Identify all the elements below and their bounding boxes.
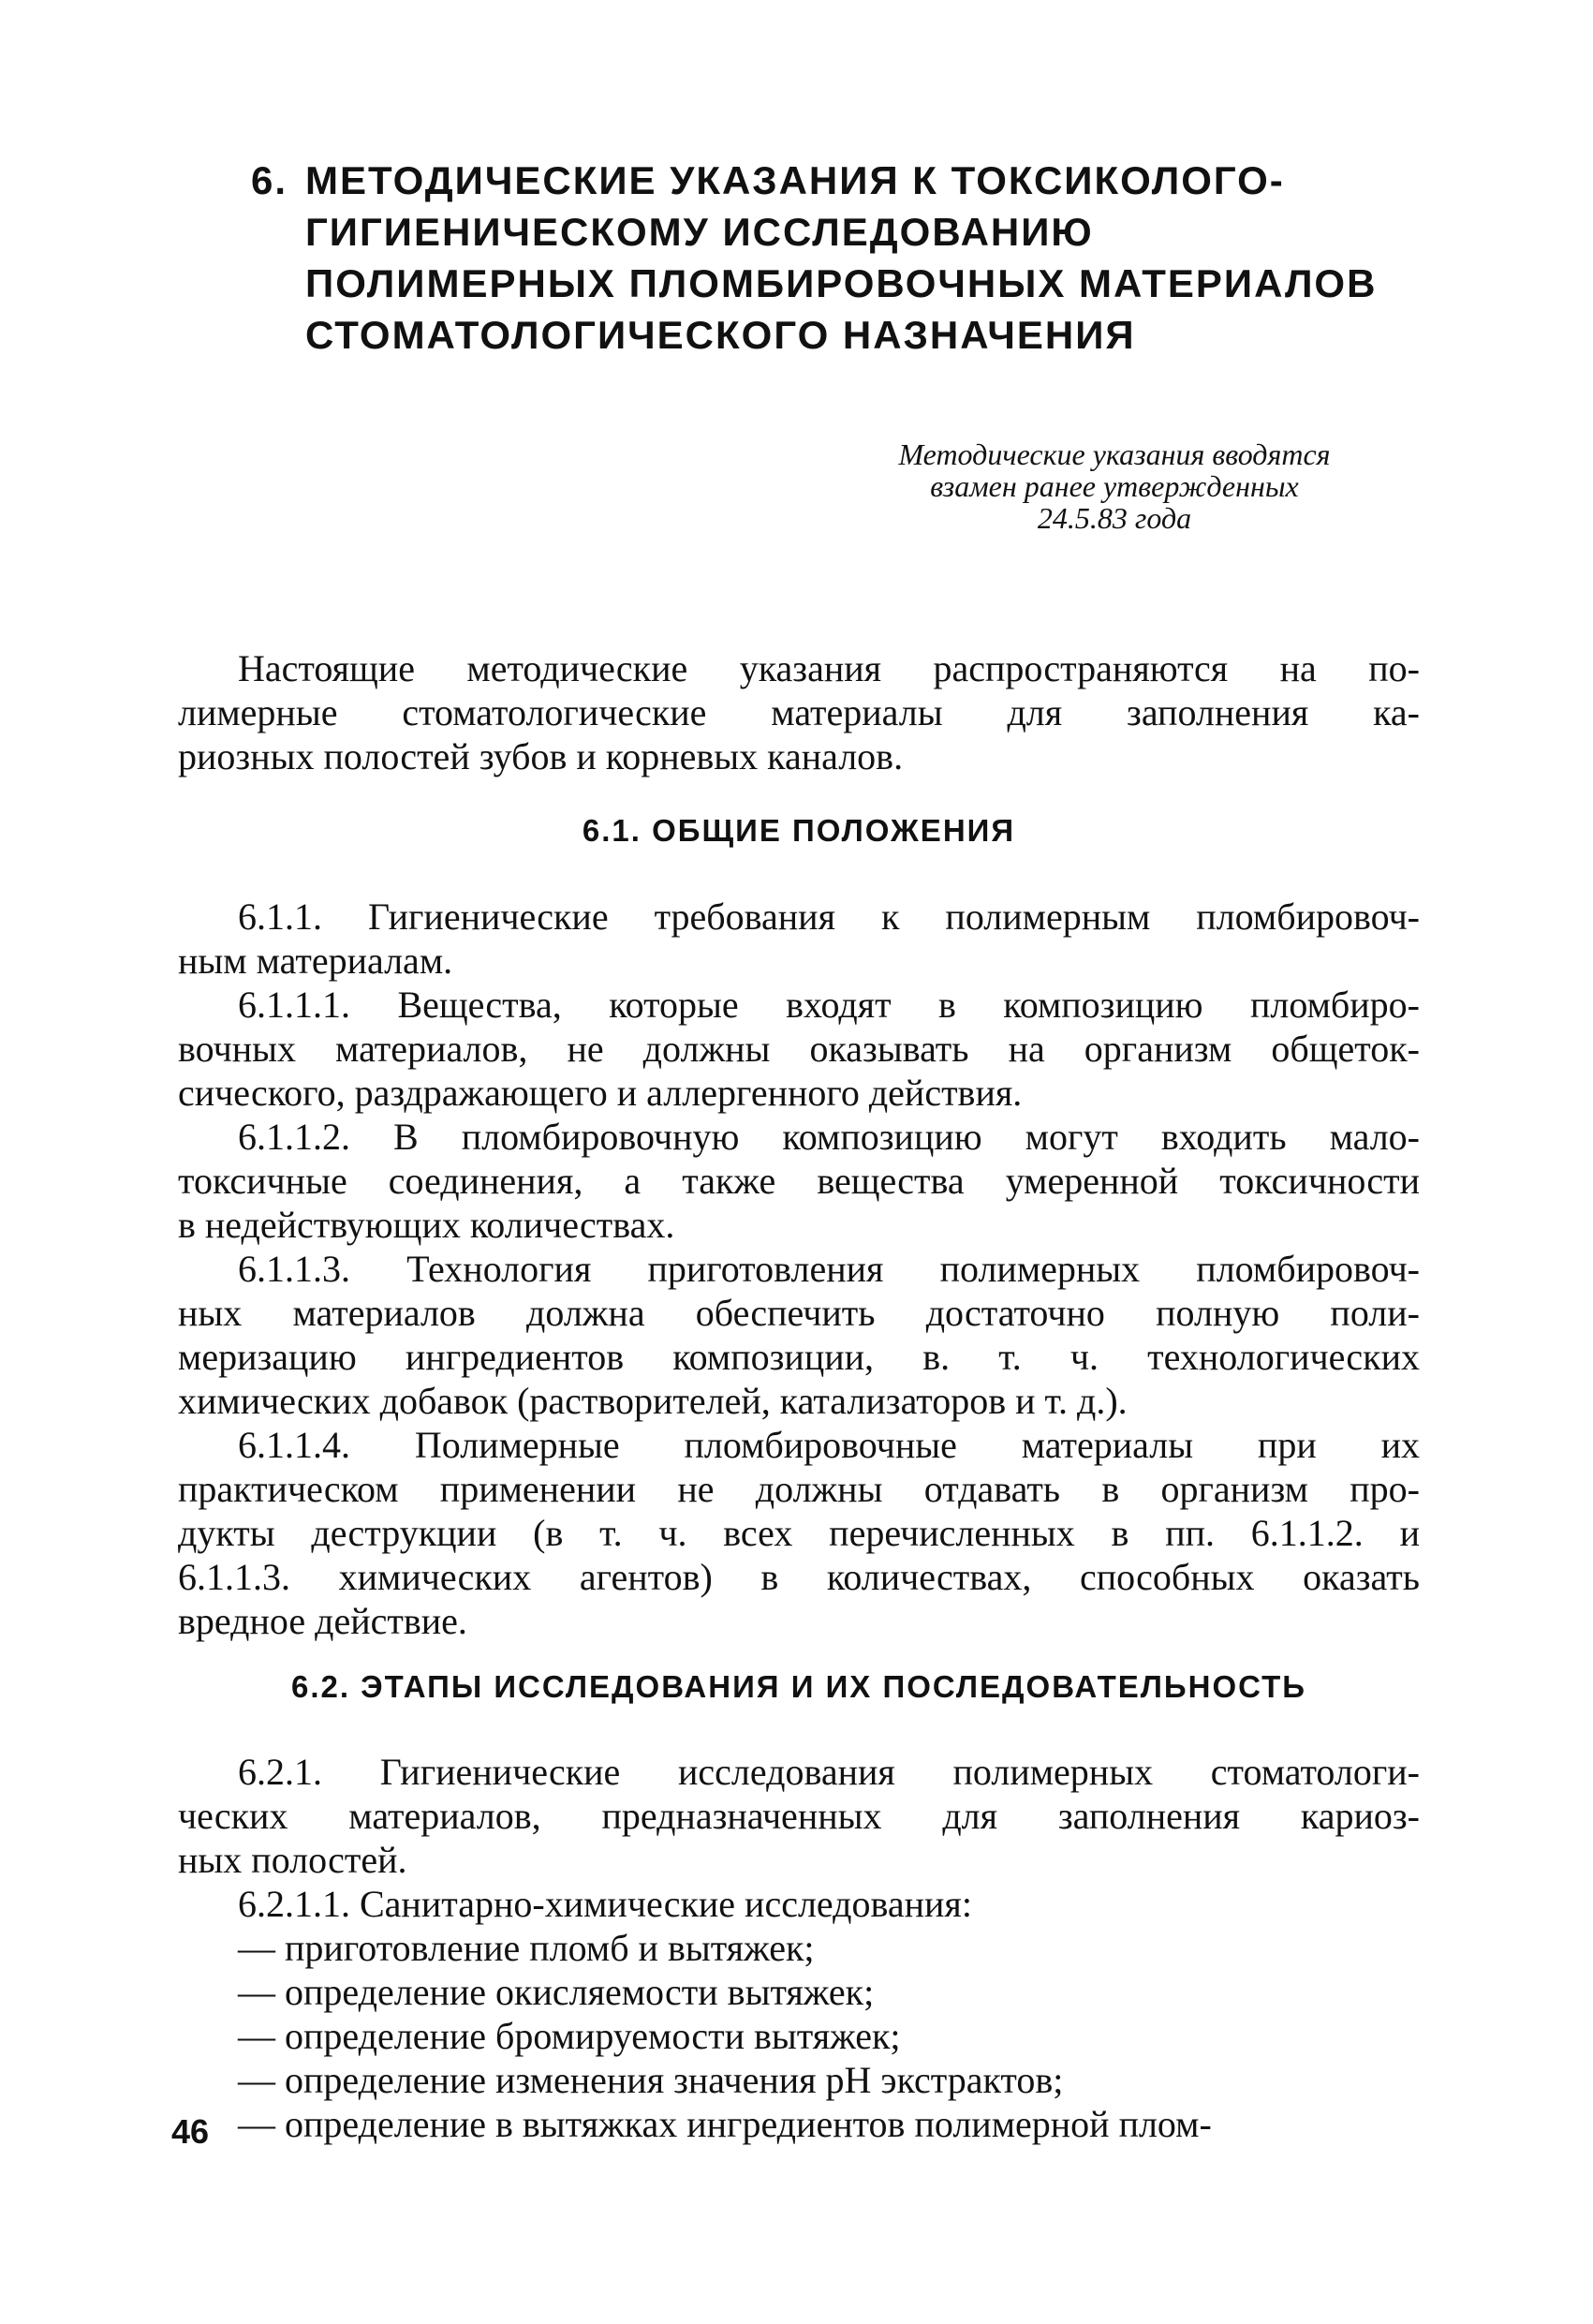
section-6-2-body <box>178 1750 1420 2146</box>
document-title <box>251 155 1431 361</box>
text-line: ным материалам. <box>178 940 453 982</box>
text-line: меризацию ингредиентов композиции, в. т. ч. технологических <box>178 1336 1420 1378</box>
text-line: практическом применении не должны отдавать в организм про- <box>178 1468 1420 1510</box>
title-number: 6. <box>251 158 288 202</box>
paragraph-6-1-1 <box>178 895 1420 983</box>
text-line: риозных полостей зубов и корневых каналов. <box>178 735 904 777</box>
text-line: химических добавок (растворителей, катализаторов и т. д.). <box>178 1380 1128 1422</box>
list-item: — определение изменения значения pH экстрактов; <box>238 2059 1064 2101</box>
text-line: 6.2.1. Гигиенические исследования полимерных стоматологи- <box>238 1751 1420 1793</box>
text-line: в недействующих количествах. <box>178 1204 675 1246</box>
text-line: ных полостей. <box>178 1839 407 1881</box>
text-line: ных материалов должна обеспечить достаточно полную поли- <box>178 1292 1420 1334</box>
title-line: ГИГИЕНИЧЕСКОМУ ИССЛЕДОВАНИЮ <box>305 210 1094 254</box>
research-steps-list <box>178 1926 1420 2146</box>
text-line: 6.1.1.2. В пломбировочную композицию могут входить мало- <box>238 1116 1420 1158</box>
text-line: сического, раздражающего и аллергенного действия. <box>178 1072 1023 1114</box>
text-line: вочных материалов, не должны оказывать на организм общеток- <box>178 1028 1420 1070</box>
text-line: дукты деструкции (в т. ч. всех перечисленных в пп. 6.1.1.2. и <box>178 1512 1420 1554</box>
section-heading-6-1: 6.1. ОБЩИЕ ПОЛОЖЕНИЯ <box>582 813 1016 848</box>
epigraph-line: Методические указания вводятся <box>898 437 1331 471</box>
text-line: ческих материалов, предназначенных для заполнения кариоз- <box>178 1795 1420 1837</box>
text-line: вредное действие. <box>178 1600 467 1642</box>
text-line: Настоящие методические указания распространяются на по- <box>238 647 1420 689</box>
title-line: МЕТОДИЧЕСКИЕ УКАЗАНИЯ К ТОКСИКОЛОГО- <box>305 158 1285 202</box>
text-line: 6.1.1.1. Вещества, которые входят в композицию пломбиро- <box>238 984 1420 1026</box>
text-line: 6.1.1.3. Технология приготовления полимерных пломбировоч- <box>238 1248 1420 1290</box>
epigraph-line: взамен ранее утвержденных <box>930 469 1299 503</box>
epigraph-line: 24.5.83 года <box>1037 501 1192 535</box>
list-item: — определение в вытяжках ингредиентов полимерной плом- <box>238 2103 1212 2145</box>
text-line: токсичные соединения, а также вещества умеренной токсичности <box>178 1160 1420 1202</box>
paragraph-6-2-1-1 <box>178 1882 1420 1926</box>
text-line: лимерные стоматологические материалы для заполнения ка- <box>178 691 1420 733</box>
list-item: — определение окисляемости вытяжек; <box>238 1971 875 2013</box>
intro-paragraph <box>178 646 1420 778</box>
list-item: — определение бромируемости вытяжек; <box>238 2015 901 2057</box>
section-6-1-body <box>178 895 1420 1643</box>
paragraph-6-2-1 <box>178 1750 1420 1882</box>
paragraph-6-1-1-3 <box>178 1247 1420 1423</box>
paragraph-6-1-1-2 <box>178 1115 1420 1247</box>
paragraph-6-1-1-4 <box>178 1423 1420 1643</box>
text-line: 6.1.1. Гигиенические требования к полимерным пломбировоч- <box>238 896 1420 938</box>
section-heading-6-2: 6.2. ЭТАПЫ ИССЛЕДОВАНИЯ И ИХ ПОСЛЕДОВАТЕЛЬНОСТЬ <box>290 1669 1307 1704</box>
title-line: СТОМАТОЛОГИЧЕСКОГО НАЗНАЧЕНИЯ <box>305 313 1136 357</box>
text-line: 6.1.1.4. Полимерные пломбировочные материалы при их <box>238 1424 1420 1466</box>
text-line: 6.1.1.3. химических агентов) в количествах, способных оказать <box>178 1556 1420 1598</box>
epigraph <box>787 438 1442 534</box>
list-item: — приготовление пломб и вытяжек; <box>238 1927 815 1969</box>
title-line: ПОЛИМЕРНЫХ ПЛОМБИРОВОЧНЫХ МАТЕРИАЛОВ <box>305 261 1378 305</box>
text-line: 6.2.1.1. Санитарно-химические исследования: <box>238 1883 972 1925</box>
paragraph-6-1-1-1 <box>178 983 1420 1115</box>
page-number: 46 <box>171 2112 210 2151</box>
